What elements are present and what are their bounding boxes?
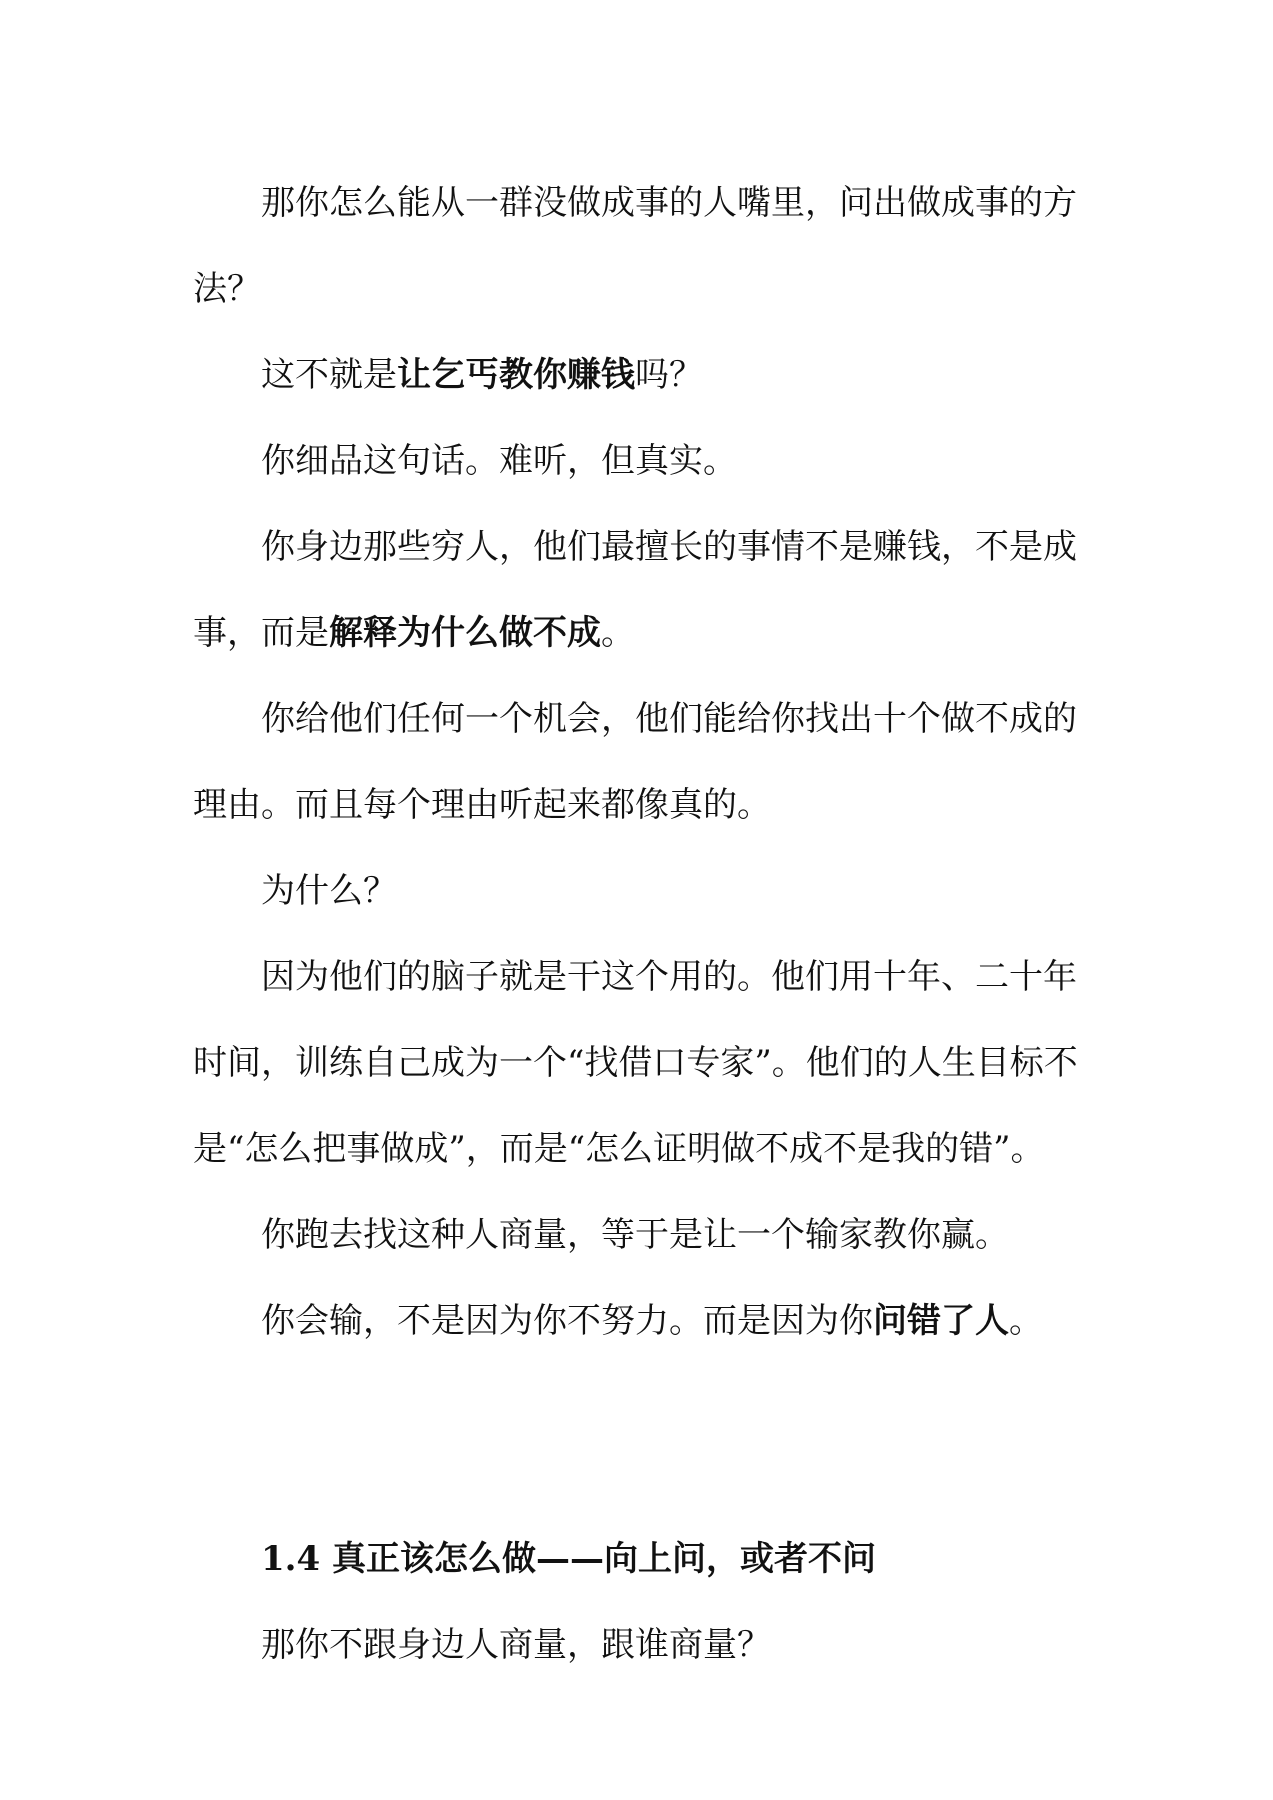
paragraph-text: 那你怎么能从一群没做成事的人嘴里，问出做成事的方法？ <box>193 183 1077 309</box>
paragraph-text: 吗？ <box>635 355 703 395</box>
paragraph-text: 你给他们任何一个机会，他们能给你找出十个做不成的理由。而且每个理由听起来都像真的。 <box>193 699 1077 825</box>
paragraph-text: 你细品这句话。难听，但真实。 <box>261 441 737 481</box>
paragraph <box>193 848 1093 934</box>
paragraph-text: 那你不跟身边人商量，跟谁商量？ <box>261 1625 771 1665</box>
bold-emphasis: 让乞丐教你赚钱 <box>397 355 635 395</box>
paragraph <box>193 934 1093 1192</box>
paragraph-text: 因为他们的脑子就是干这个用的。他们用十年、二十年时间，训练自己成为一个“找借口专家”。他们的人生目标不是“怎么把事做成”，而是“怎么证明做不成不是我的错”。 <box>193 957 1078 1169</box>
paragraph <box>193 1602 1093 1688</box>
paragraph <box>193 418 1093 504</box>
paragraph <box>193 1278 1093 1364</box>
document-body <box>193 160 1093 1688</box>
paragraph-text: 你跑去找这种人商量，等于是让一个输家教你赢。 <box>261 1215 1009 1255</box>
paragraph <box>193 676 1093 848</box>
paragraph-text: 。 <box>1009 1301 1043 1341</box>
section-heading: 1.4 真正该怎么做——向上问，或者不问 <box>261 1539 876 1579</box>
bold-emphasis: 问错了人 <box>873 1301 1009 1341</box>
bold-emphasis: 解释为什么做不成 <box>329 613 601 653</box>
paragraph-text: 你身边那些穷人，他们最擅长的事情不是赚钱，不是成事，而是 <box>193 527 1077 653</box>
paragraph <box>193 1192 1093 1278</box>
paragraph-text: 这不就是 <box>261 355 397 395</box>
paragraph-text: 为什么？ <box>261 871 397 911</box>
paragraph-text: 你会输，不是因为你不努力。而是因为你 <box>261 1301 873 1341</box>
paragraph <box>193 504 1093 676</box>
paragraph <box>193 332 1093 418</box>
paragraph <box>193 160 1093 332</box>
paragraph-text: 。 <box>601 613 635 653</box>
